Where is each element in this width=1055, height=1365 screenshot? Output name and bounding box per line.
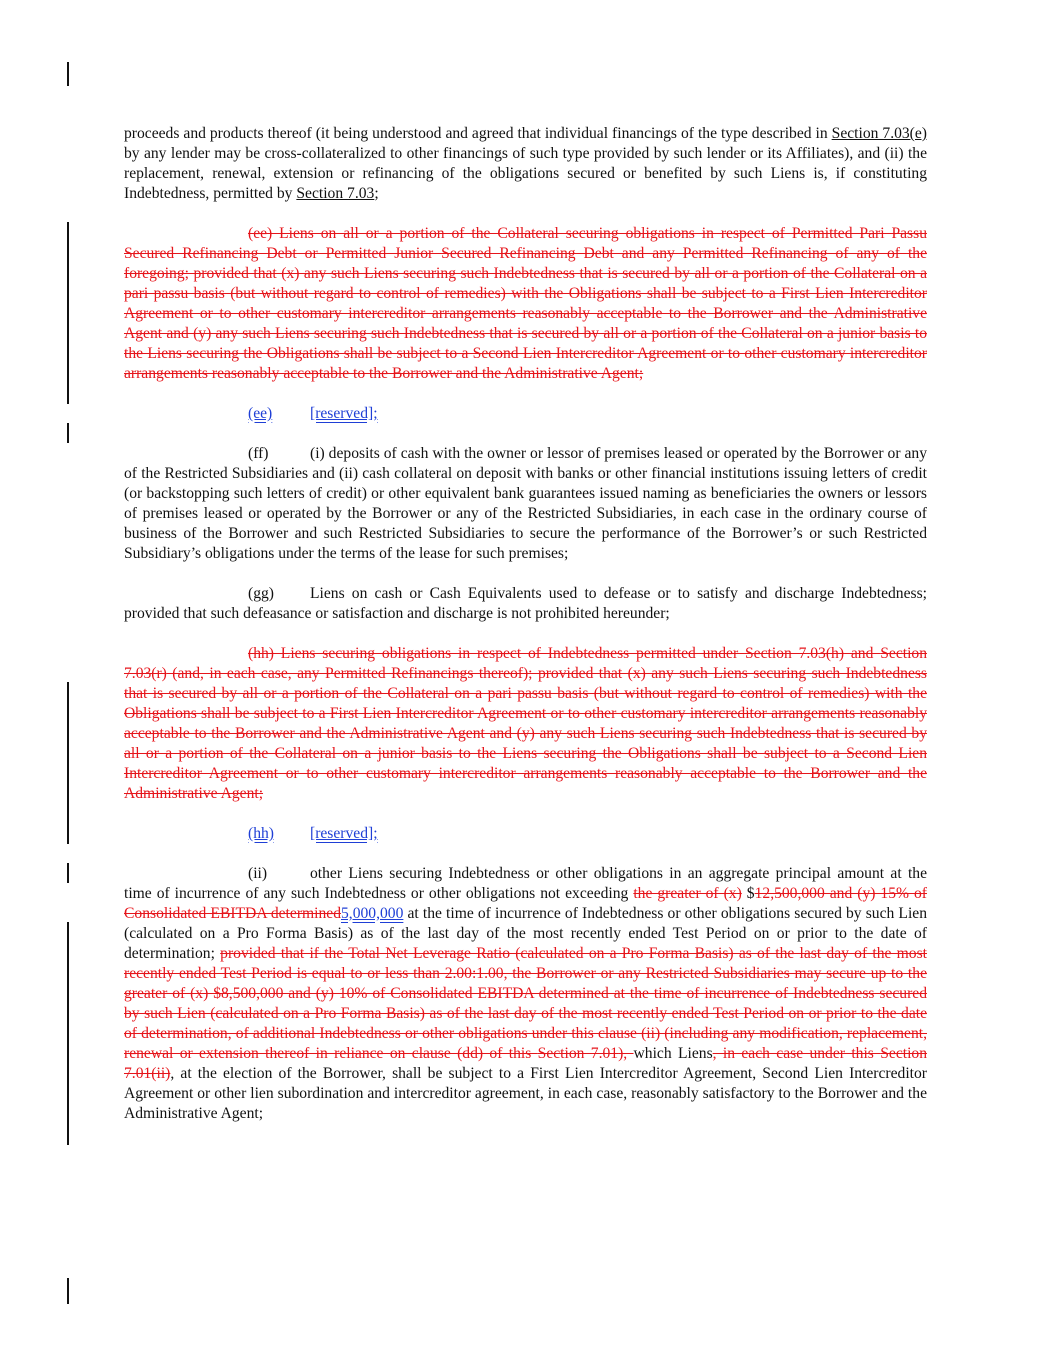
clause-ee-deleted xyxy=(124,224,927,384)
clause-ff-label: (ff) xyxy=(248,445,269,462)
clause-ii-text-2: $ xyxy=(741,885,755,902)
clause-gg xyxy=(124,584,927,624)
clause-gg-label: (gg) xyxy=(248,585,274,602)
change-bar-ee-deleted xyxy=(67,222,69,404)
clause-ii-deleted-6: , in each case under this xyxy=(712,1045,881,1062)
clause-gg-text: Liens on cash or Cash Equivalents used to defease or to satisfy and discharge Indebtedness; provided that such defeasance or satisfaction and discharge is not prohibited hereunder; xyxy=(124,585,927,622)
clause-ee-label: (ee) xyxy=(248,405,273,422)
p1-text-c: ; xyxy=(374,185,379,202)
p1-text-b: by any lender may be cross-collateralized to other financings of such type provided by such lender or its Affiliates), and (ii) the replacement, renewal, extension or refinancing of the obligations secured or benefited by such Liens is, if constituting Indebtedness, permitted by xyxy=(124,145,927,202)
clause-ii-label: (ii) xyxy=(248,865,268,882)
section-ref-7-03-e[interactable]: Section 7.03(e) xyxy=(831,125,927,142)
clause-ii-text-1: other Liens securing Indebtedness or other obligations in an aggregate principal amount at the time of incurrence of any such Indebtedness or other obligations not exceeding xyxy=(124,865,927,902)
clause-ii-deleted-5: ), xyxy=(618,1045,634,1062)
change-bar-ii-2 xyxy=(67,963,69,1145)
clause-hh-deleted xyxy=(124,644,927,804)
change-bar-ii-1 xyxy=(67,922,69,964)
clause-ee-reserved: [reserved]; xyxy=(310,405,378,422)
change-bar-hh-deleted xyxy=(67,682,69,844)
clause-hh-label: (hh) xyxy=(248,825,274,842)
section-ref-7-03-h[interactable]: Section 7.03(h) xyxy=(744,645,845,662)
clause-ii-text-5: , at the election of the Borrower, shall be subject to a First Lien Intercreditor Agreement, Second Lien Intercreditor Agreement or other lien subordination and intercreditor agreement, in each case, reasonably satisfactory to the Borrower and the Administrative Agent; xyxy=(124,1065,927,1122)
clause-hh-inserted xyxy=(124,824,927,844)
change-bar-hh-inserted xyxy=(67,863,69,883)
clause-hh-deleted-b: and xyxy=(844,645,881,662)
clause-ii-text-3: at the time of incurrence of Indebtedness or other obligations secured by such Lien (calculated on a Pro Forma Basis) as of the last day of the most recently ended Test Period on or prior to the date of determination; xyxy=(124,905,927,962)
clause-ii-deleted-2: 12,500,000 and (y) 15% of Consolidated EBITDA determined xyxy=(124,885,927,922)
clause-hh-deleted-c: (and, in each case, any Permitted Refinancings thereof); provided that (x) any such Liens securing such Indebtedness that is secured by all or a portion of the Collateral on a pari passu basis (but without regard to control of remedies) with the Obligations shall be subject to a First Lien Intercreditor Agreement or to other customary intercreditor arrangements reasonably acceptable to the Borrower and the Administrative Agent and (y) any such Liens securing such Indebtedness that is secured by all or a portion of the Collateral on a junior basis to the Liens securing the Obligations shall be subject to a Second Lien Intercreditor Agreement or to other customary intercreditor arrangements reasonably acceptable to the Borrower and the Administrative Agent; xyxy=(124,665,927,802)
document-page xyxy=(124,124,927,1124)
change-bar-ee-inserted xyxy=(67,423,69,443)
clause-ii-text-4: which Liens xyxy=(633,1045,713,1062)
change-bar-top xyxy=(67,62,69,86)
clause-ff xyxy=(124,444,927,564)
clause-ff-text: (i) deposits of cash with the owner or lessor of premises leased or operated by the Borrower or any of the Restricted Subsidiaries and (ii) cash collateral on deposit with banks or other financial institutions issuing letters of credit (or backstopping such letters of credit) or other equivalent bank guarantees issued naming as beneficiaries the owners or lessors of premises leased or operated by the Borrower or any of the Restricted Subsidiaries, in each case in the ordinary course of business of the Borrower and such Restricted Subsidiaries to secure the performance of the Borrower’s or such Restricted Subsidiary’s obligations under the terms of the lease for such premises; xyxy=(124,445,927,562)
clause-ee-deleted-text: (ee) Liens on all or a portion of the Collateral securing obligations in respect of Permitted Pari Passu Secured Refinancing Debt or Permitted Junior Secured Refinancing Debt and any Permitted Refinancing of any of the foregoing; provided that (x) any such Liens securing such Indebtedness that is secured by all or a portion of the Collateral on a pari passu basis (but without regard to control of remedies) with the Obligations shall be subject to a First Lien Intercreditor Agreement or to other customary intercreditor arrangements reasonably acceptable to the Borrower and the Administrative Agent and (y) any such Liens securing such Indebtedness that is secured by all or a portion of the Collateral on a junior basis to the Liens securing the Obligations shall be subject to a Second Lien Intercreditor Agreement or to other customary intercreditor arrangements reasonably acceptable to the Borrower and the Administrative Agent; xyxy=(124,225,927,382)
clause-ii xyxy=(124,864,927,1124)
section-ref-7-01[interactable]: Section 7.01 xyxy=(537,1045,619,1062)
clause-hh-deleted-a: (hh) Liens securing obligations in respect of Indebtedness permitted under xyxy=(248,645,745,662)
section-ref-7-01-ii[interactable]: Section 7.01(ii) xyxy=(124,1045,927,1082)
change-bar-bottom xyxy=(67,1278,69,1304)
p1-text-a: proceeds and products thereof (it being understood and agreed that individual financings of the type described in xyxy=(124,125,832,142)
clause-ee-inserted xyxy=(124,404,927,424)
section-ref-7-03-r[interactable]: Section 7.03(r) xyxy=(124,645,927,682)
clause-ii-inserted-amount: 5,000,000 xyxy=(341,905,404,922)
section-ref-7-03[interactable]: Section 7.03 xyxy=(296,185,375,202)
clause-ii-deleted-1: the greater of (x) xyxy=(633,885,742,902)
clause-hh-reserved: [reserved]; xyxy=(310,825,378,842)
clause-ii-deleted-3: provided that if the Total Net Leverage Ratio (calculated on a Pro Forma Basis) as of the last day of the most recently ended Test Period is equal to or less than 2.00:1.00, the Borrower or any Restricted Subsidiaries may secure up to the greater of (x) $8,500,000 and (y) 10% of Consolidated EBITDA determined at the time of incurrence of Indebtedness secured by such Lien (calculated on a Pro Forma Basis) as of the last day of the most recently ended Test Period on or prior to the date of determination, of additional Indebtedness or other obligations under this clause (ii) (including any modification, replacement, renewal or extension thereof in reliance on clause (dd) of this xyxy=(124,945,927,1062)
paragraph-proceeds xyxy=(124,124,927,204)
